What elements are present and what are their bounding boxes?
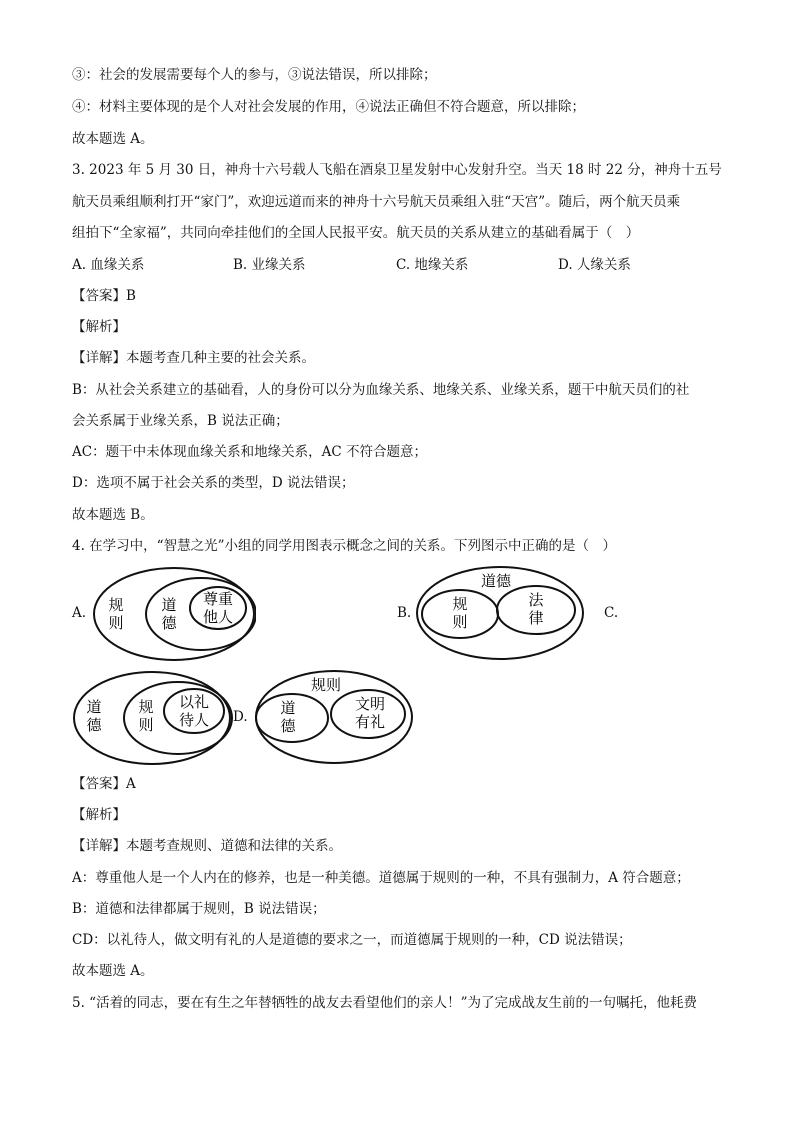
answer-label: 【答案】B <box>72 288 136 304</box>
diagram-text: 道 <box>86 698 102 716</box>
detail-line: 故本题选 B。 <box>72 507 154 523</box>
diagram-text: 有礼 <box>354 713 386 731</box>
detail-line: B：道德和法律都属于规则，B 说法错误； <box>72 901 326 917</box>
venn-diagram-d <box>254 668 416 766</box>
diagram-text: 道 <box>280 699 296 717</box>
answer-label: 【答案】A <box>72 776 136 792</box>
question-3-stem: 组拍下“全家福”，共同向牵挂他们的全国人民报平安。航天员的关系从建立的基础看属于（ ） <box>72 225 640 241</box>
diagram-text: 以礼 <box>178 693 210 711</box>
detail-line: 【详解】本题考查几种主要的社会关系。 <box>72 350 315 366</box>
detail-line: 故本题选 A。 <box>72 963 154 979</box>
diagram-text: 德 <box>86 716 102 734</box>
diagram-text: 则 <box>138 716 154 734</box>
diagram-text: 则 <box>452 613 468 631</box>
question-5-stem: 5. “活着的同志，要在有生之年替牺牲的战友去看望他们的亲人！”为了完成战友生前的一句嘱托，他耗费 <box>72 995 697 1011</box>
q4-option-d-label: D. <box>233 709 248 725</box>
text-line: ③：社会的发展需要每个人的参与，③说法错误，所以排除； <box>72 67 437 83</box>
venn-diagram-b <box>414 564 586 662</box>
analysis-label: 【解析】 <box>72 319 126 335</box>
diagram-text: 文明 <box>354 695 386 713</box>
detail-line: AC：题干中未体现血缘关系和地缘关系，AC 不符合题意； <box>72 444 427 460</box>
question-4-stem: 4. 在学习中，“智慧之光”小组的同学用图表示概念之间的关系。下列图示中正确的是（ ） <box>72 538 616 554</box>
diagram-text: 法 <box>528 591 544 609</box>
detail-line: 【详解】本题考查规则、道德和法律的关系。 <box>72 838 342 854</box>
diagram-text: 道德 <box>480 572 512 590</box>
text-line: ④：材料主要体现的是个人对社会发展的作用，④说法正确但不符合题意，所以排除； <box>72 99 585 115</box>
analysis-label: 【解析】 <box>72 807 126 823</box>
q3-option-c: C. 地缘关系 <box>396 257 469 273</box>
diagram-text: 规 <box>452 595 468 613</box>
diagram-text: 德 <box>280 717 296 735</box>
q4-option-c-label: C. <box>604 605 619 621</box>
diagram-text: 则 <box>108 614 124 632</box>
diagram-text: 尊重 <box>202 590 234 608</box>
q3-option-d: D. 人缘关系 <box>558 257 631 273</box>
diagram-text: 他人 <box>202 608 234 626</box>
q4-option-b-label: B. <box>397 605 412 621</box>
q3-option-b: B. 业缘关系 <box>233 257 306 273</box>
question-3-stem: 3. 2023 年 5 月 30 日，神舟十六号载人飞船在酒泉卫星发射中心发射升空。当天 18 时 22 分，神舟十五号 <box>72 162 722 178</box>
diagram-text: 德 <box>161 614 177 632</box>
venn-diagram-a <box>92 566 256 662</box>
detail-line: A：尊重他人是一个人内在的修养，也是一种美德。道德属于规则的一种，不具有强制力，A 符合题意； <box>72 870 690 886</box>
diagram-text: 规 <box>138 698 154 716</box>
diagram-text: 律 <box>528 609 544 627</box>
diagram-text: 道 <box>161 596 177 614</box>
diagram-text: 待人 <box>178 711 210 729</box>
detail-line: D：选项不属于社会关系的类型，D 说法错误； <box>72 475 355 491</box>
question-3-stem: 航天员乘组顺利打开“家门”，欢迎远道而来的神舟十六号航天员乘组入驻“天宫”。随后，两个航天员乘 <box>72 194 681 210</box>
diagram-text: 规 <box>108 596 124 614</box>
q3-option-a: A. 血缘关系 <box>72 257 145 273</box>
detail-line: B：从社会关系建立的基础看，人的身份可以分为血缘关系、地缘关系、业缘关系，题干中航天员们的社 <box>72 382 690 398</box>
text-line: 故本题选 A。 <box>72 131 154 147</box>
q4-option-a-label: A. <box>72 605 87 621</box>
diagram-text: 规则 <box>310 676 342 694</box>
detail-line: 会关系属于业缘关系，B 说法正确； <box>72 413 289 429</box>
venn-diagram-c <box>72 670 234 766</box>
detail-line: CD：以礼待人，做文明有礼的人是道德的要求之一，而道德属于规则的一种，CD 说法错误； <box>72 932 632 948</box>
